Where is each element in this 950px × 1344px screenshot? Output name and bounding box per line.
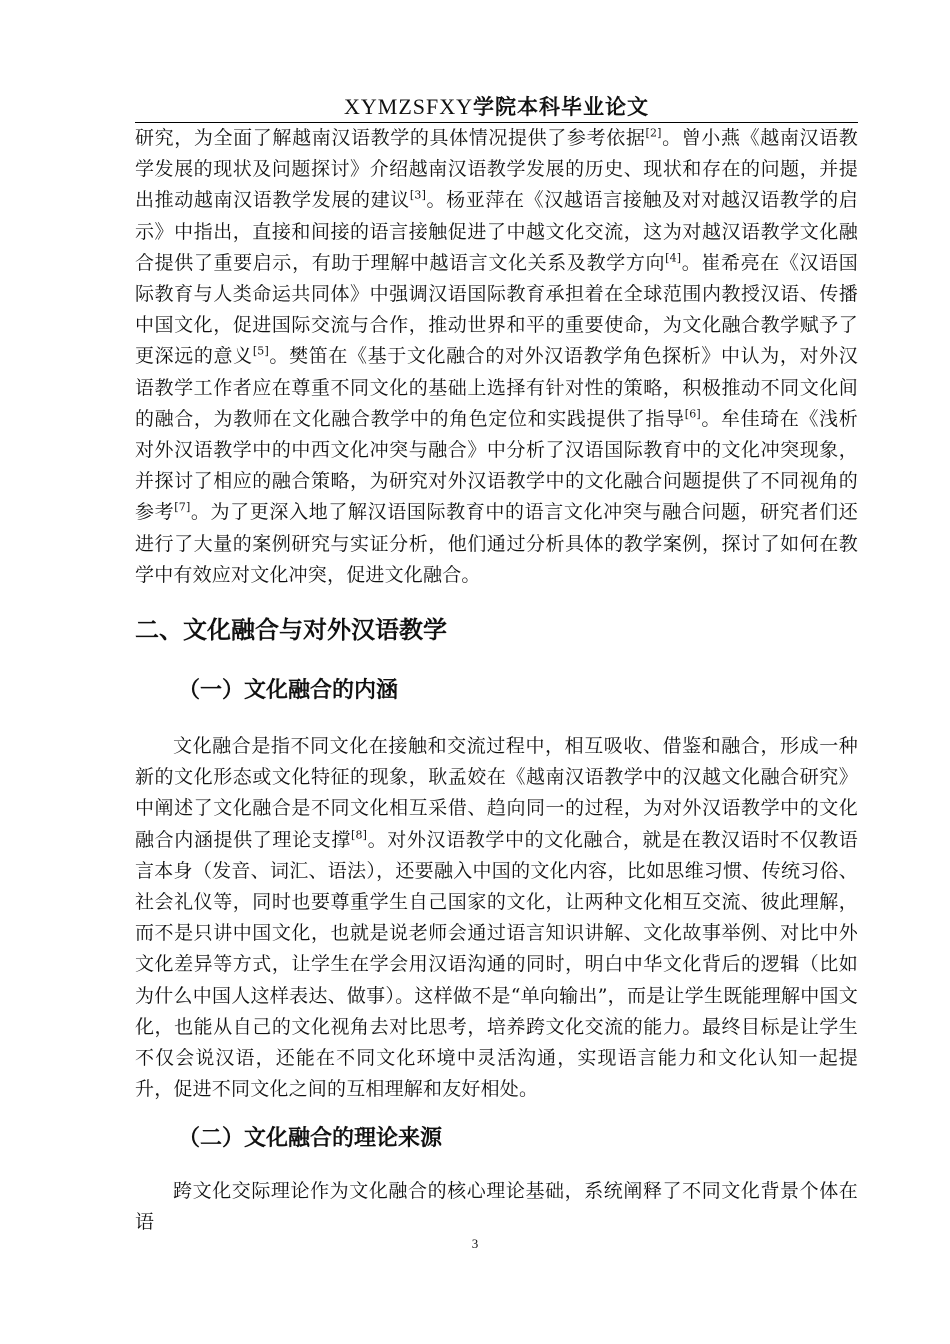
section-heading: 二、文化融合与对外汉语教学 xyxy=(135,616,447,644)
running-header xyxy=(135,92,858,122)
text-run: 。曾小燕《越南汉语教学发展的现状及问题探讨》介绍越南汉语教学发展的历史、现状和存在的问题，并提出推动越南汉语教学发展的建议 xyxy=(135,127,858,212)
text-run: 。为了更深入地了解汉语国际教育中的语言文化冲突与融合问题，研究者们还进行了大量的案例研究与实证分析，他们通过分析具体的教学案例，探讨了如何在教学中有效应对文化冲突，促进文化融合。 xyxy=(135,501,858,586)
text-run: 。牟佳琦在《浅析对外汉语教学中的中西文化冲突与融合》中分析了汉语国际教育中的文化冲突现象，并探讨了相应的融合策略，为研究对外汉语教学中的文化融合问题提供了不同视角的参考 xyxy=(135,407,858,524)
page-number: 3 xyxy=(471,1236,479,1251)
subsection-heading: （一）文化融合的内涵 xyxy=(178,678,399,703)
text-run: 。对外汉语教学中的文化融合，就是在教汉语时不仅教语言本身（发音、词汇、语法），还要融入中国的文化内容，比如思维习惯、传统习俗、社会礼仪等，同时也要尊重学生自己国家的文化，让两种文化相互交流、彼此理解，而不是只讲中国文化，也就是说老师会通过语言知识讲解、文化故事举例、对比中外文化差异等方式，让学生在学会用汉语沟通的同时，明白中华文化背后的逻辑（比如为什么中国人这样表达、做事）。这样做不是“单向输出”，而是让学生既能理解中国文化，也能从自己的文化视角去对比思考，培养跨文化交流的能力。最终目标是让学生不仅会说汉语，还能在不同文化环境中灵活沟通，实现语言能力和文化认知一起提升，促进不同文化之间的互相理解和友好相处。 xyxy=(135,828,858,1101)
text-run: 文化融合是指不同文化在接触和交流过程中，相互吸收、借鉴和融合，形成一种新的文化形态或文化特征的现象，耿孟姣在《越南汉语教学中的汉越文化融合研究》中阐述了文化融合是不同文化相互采借、趋向同一的过程，为对外汉语教学中的文化融合内涵提供了理论支撑 xyxy=(135,735,858,851)
text-run: 跨文化交际理论作为文化融合的核心理论基础，系统阐释了不同文化背景个体在语 xyxy=(135,1180,858,1234)
body-paragraph xyxy=(135,1176,858,1238)
citation-ref: [5] xyxy=(252,345,269,359)
citation-ref: [7] xyxy=(174,501,191,515)
text-run: 。杨亚萍在《汉越语言接触及对对越汉语教学的启示》中指出，直接和间接的语言接触促进了中越文化交流，这为对越汉语教学文化融合提供了重要启示，有助于理解中越语言文化关系及教学方向 xyxy=(135,189,858,274)
literature-review-paragraph xyxy=(135,123,858,591)
citation-ref: [2] xyxy=(645,126,662,140)
text-run: 研究，为全面了解越南汉语教学的具体情况提供了参考依据 xyxy=(135,127,646,149)
body-paragraph xyxy=(135,731,858,1105)
citation-ref: [4] xyxy=(665,251,682,265)
header-document-type: 学院本科毕业论文 xyxy=(473,95,650,119)
subsection-heading: （二）文化融合的理论来源 xyxy=(178,1126,443,1151)
header-school-code: XYMZSFXY xyxy=(343,94,474,119)
citation-ref: [8] xyxy=(350,828,368,842)
citation-ref: [6] xyxy=(684,407,701,421)
text-run: 。崔希亮在《汉语国际教育与人类命运共同体》中强调汉语国际教育承担着在全球范围内教授汉语、传播中国文化，促进国际交流与合作，推动世界和平的重要使命，为文化融合教学赋予了更深远的意义 xyxy=(135,251,858,368)
citation-ref: [3] xyxy=(409,189,427,203)
text-run: 。樊笛在《基于文化融合的对外汉语教学角色探析》中认为，对外汉语教学工作者应在尊重不同文化的基础上选择有针对性的策略，积极推动不同文化间的融合，为教师在文化融合教学中的角色定位和实践提供了指导 xyxy=(135,345,858,430)
